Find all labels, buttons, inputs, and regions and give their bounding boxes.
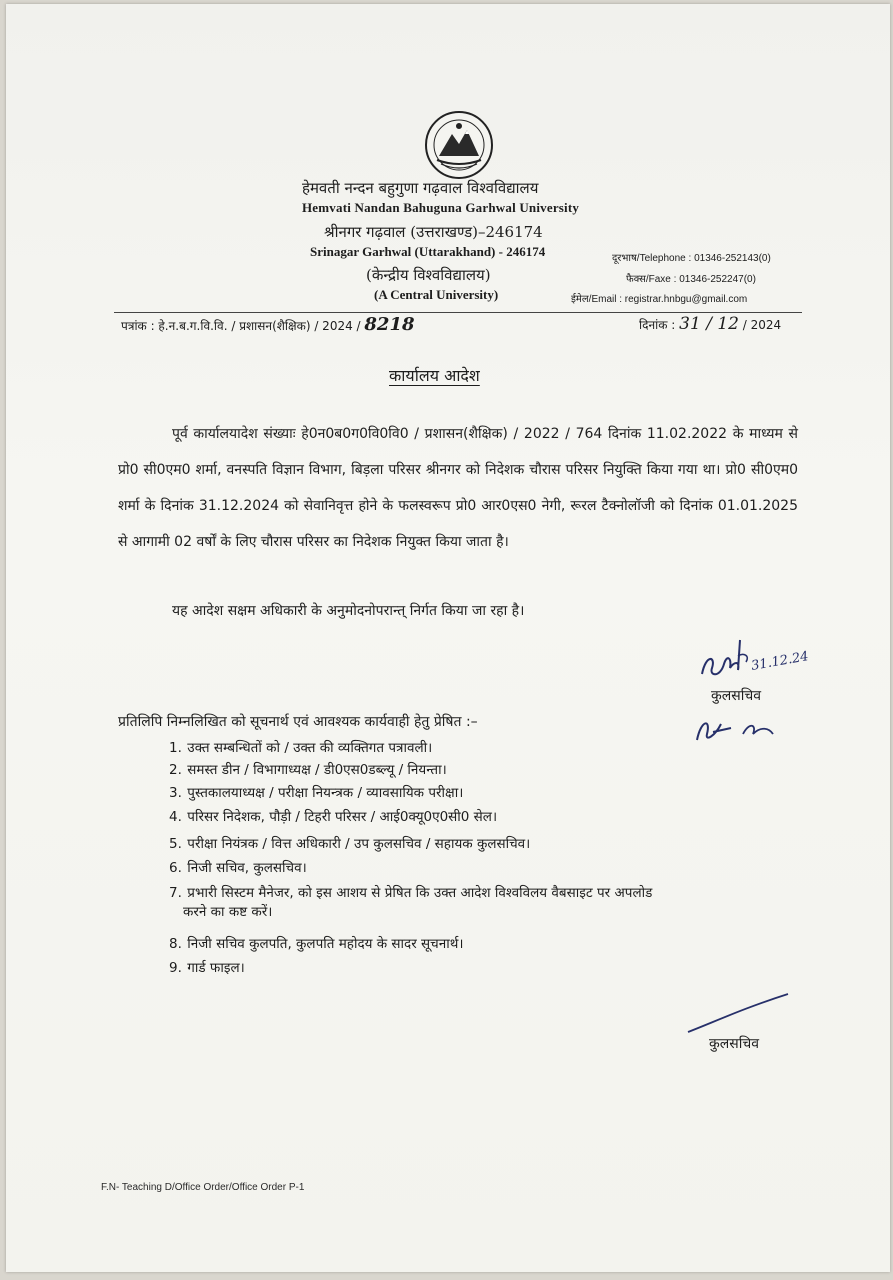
- date-handwritten: 31 / 12: [679, 314, 739, 334]
- university-emblem-icon: [419, 110, 499, 180]
- central-university-english: (A Central University): [374, 287, 499, 302]
- list-item: 8. निजी सचिव कुलपति, कुलपति महोदय के सादर सूचनार्थ।: [169, 936, 464, 952]
- list-item: 5. परीक्षा नियंत्रक / वित्त अधिकारी / उप कुलसचिव / सहायक कुलसचिव।: [169, 836, 531, 852]
- list-item: 9. गार्ड फाइल।: [169, 960, 245, 976]
- reference-number: [121, 314, 415, 335]
- signature-date-note: 31.12.24: [750, 649, 810, 674]
- order-date: [639, 314, 781, 334]
- list-item: 6. निजी सचिव, कुलसचिव।: [169, 860, 307, 876]
- date-label: दिनांक :: [639, 318, 676, 332]
- email: ईमेल/Email : registrar.hnbgu@gmail.com: [571, 294, 748, 305]
- city-hindi: श्रीनगर गढ़वाल (उत्तराखण्ड)–246174: [324, 223, 543, 241]
- page-title: कार्यालय आदेश: [389, 366, 480, 385]
- university-name-english: Hemvati Nandan Bahuguna Garhwal University: [302, 200, 580, 215]
- registrar-designation-top: कुलसचिव: [711, 688, 762, 704]
- registrar-signature-bottom: [684, 992, 794, 1036]
- header-divider: [114, 312, 802, 313]
- registrar-signature: [694, 634, 834, 684]
- telephone: दूरभाष/Telephone : 01346-252143(0): [612, 253, 771, 264]
- list-item: 7. प्रभारी सिस्टम मैनेजर, को इस आशय से प्रेषित कि उक्त आदेश विश्वविलय वैबसाइट पर अपलोड करने का कष्ट करें।: [169, 885, 653, 920]
- file-reference-footer: F.N- Teaching D/Office Order/Office Order P-1: [101, 1182, 305, 1193]
- order-paragraph: पूर्व कार्यालयादेश संख्याः हे0न0ब0ग0वि0वि0 / प्रशासन(शैक्षिक) / 2022 / 764 दिनांक 11.02.2022 के माध्यम से प्रो0 सी0एम0 शर्मा, वनस्पति विज्ञान विभाग, बिड़ला परिसर श्रीनगर को निदेशक चौरास परिसर नियुक्ति किया गया था। प्रो0 सी0एम0 शर्मा के दिनांक 31.12.2024 को सेवानिवृत्त होने के फलस्वरूप प्रो0 आर0एस0 नेगी, रूरल टैक्नोलॉजी को दिनांक 01.01.2025 से आगामी 02 वर्षों के लिए चौरास परिसर का निदेशक नियुक्त किया जाता है।: [118, 426, 798, 550]
- city-english: Srinagar Garhwal (Uttarakhand) - 246174: [310, 244, 546, 259]
- list-item: 3. पुस्तकालयाध्यक्ष / परीक्षा नियन्त्रक / व्यावसायिक परीक्षा।: [169, 785, 464, 801]
- registrar-designation-bottom: कुलसचिव: [709, 1036, 760, 1052]
- university-name-hindi: हेमवती नन्दन बहुगुणा गढ़वाल विश्वविद्यालय: [302, 179, 539, 197]
- approval-paragraph: यह आदेश सक्षम अधिकारी के अनुमोदनोपरान्त् निर्गत किया जा रहा है।: [172, 603, 525, 619]
- copy-to-heading: प्रतिलिपि निम्नलिखित को सूचनार्थ एवं आवश्यक कार्यवाही हेतु प्रेषित :–: [118, 714, 478, 730]
- central-university-hindi: (केन्द्रीय विश्वविद्यालय): [366, 266, 491, 284]
- list-item: 1. उक्त सम्बन्धितों को / उक्त की व्यक्तिगत पत्रावली।: [169, 740, 433, 756]
- date-year: / 2024: [738, 318, 782, 332]
- reference-handwritten-number: 8218: [364, 314, 415, 335]
- list-item: 2. समस्त डीन / विभागाध्यक्ष / डी0एस0डब्ल्यू / नियन्ता।: [169, 762, 447, 778]
- reference-prefix: पत्रांक : हे.न.ब.ग.वि.वि. / प्रशासन(शैक्षिक) / 2024 /: [121, 319, 365, 333]
- initials-signature: [691, 710, 781, 746]
- fax: फैक्स/Faxe : 01346-252247(0): [626, 274, 756, 285]
- document-page: [6, 4, 890, 1272]
- list-item: 4. परिसर निदेशक, पौड़ी / टिहरी परिसर / आई0क्यू0ए0सी0 सेल।: [169, 809, 498, 825]
